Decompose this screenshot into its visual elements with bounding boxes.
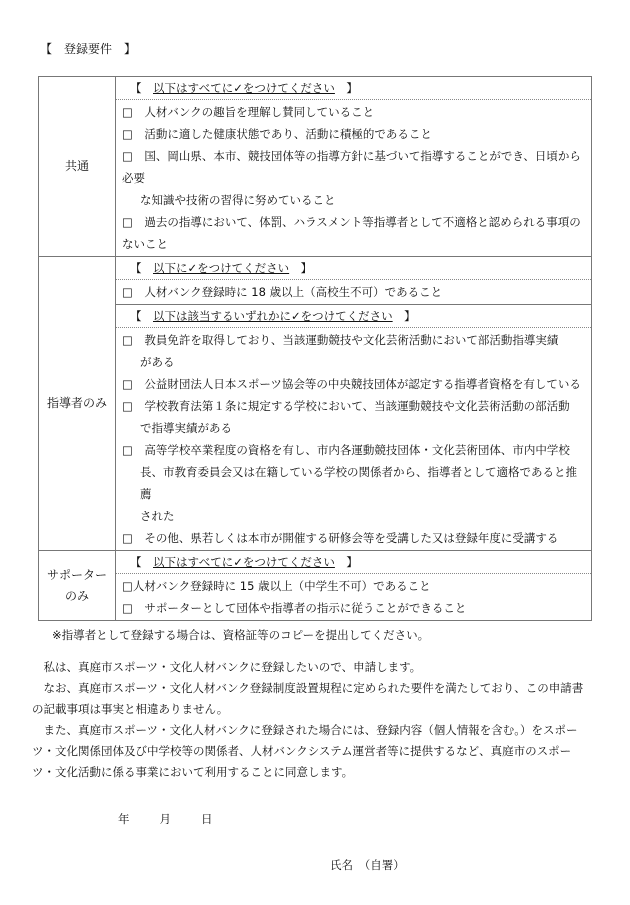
group-header-text: 以下は該当するいずれかに✓をつけてください (153, 309, 393, 323)
note: ※指導者として登録する場合は、資格証等のコピーを提出してください。 (52, 628, 430, 642)
group-header: 【 以下は該当するいずれかに✓をつけてください 】 (116, 304, 591, 328)
month-label: 月 (159, 812, 171, 826)
requirement-row (39, 551, 592, 621)
checkbox-item[interactable] (122, 597, 587, 619)
declaration-paragraph: なお、真庭市スポーツ・文化人材バンク登録制度設置規程に定められた要件を満たしており、この申請書の記載事項は事実と相違ありません。 (32, 681, 584, 716)
checkbox-item-text: □ サポーターとして団体や指導者の指示に従うことができること (122, 601, 467, 615)
checkbox-item-text: □人材バンク登録時に 15 歳以上（中学生不可）であること (122, 579, 431, 593)
checkbox-item[interactable] (122, 439, 587, 527)
checkbox-item-text: □ 学校教育法第１条に規定する学校において、当該運動競技や文化芸術活動の部活動 (122, 399, 570, 413)
checkbox-item-text: □ 過去の指導において、体罰、ハラスメント等指導者として不適格と認められる事項のないこと (122, 215, 581, 251)
checkbox-item-text: がある (140, 355, 175, 369)
declaration-paragraph: また、真庭市スポーツ・文化人材バンクに登録された場合には、登録内容（個人情報を含む。）をスポーツ・文化関係団体及び中学校等の関係者、人材バンクシステム運営者等に提供するなど、真庭市のスポーツ・文化活動に係る事業において利用することに同意します。 (32, 723, 578, 779)
checkbox-item-text: □ 高等学校卒業程度の資格を有し、市内各運動競技団体・文化芸術団体、市内中学校 (122, 443, 570, 457)
checkbox-item[interactable] (122, 395, 587, 439)
date-field[interactable] (118, 809, 592, 829)
requirements-table (38, 76, 592, 621)
category-label: 共通 (39, 77, 116, 257)
day-label: 日 (201, 812, 213, 826)
checkbox-item[interactable] (122, 373, 587, 395)
year-label: 年 (118, 812, 130, 826)
checkbox-item[interactable] (122, 329, 587, 373)
requirement-row (39, 257, 592, 551)
group-header-text: 以下に✓をつけてください (153, 261, 290, 275)
checkbox-item[interactable] (122, 123, 587, 145)
group-header-text: 以下はすべてに✓をつけてください (153, 555, 335, 569)
group-header: 【 以下に✓をつけてください 】 (116, 257, 591, 280)
category-label-line: サポーター (46, 567, 107, 582)
category-label-line: のみ (64, 588, 89, 603)
checkbox-item[interactable] (122, 527, 587, 549)
checkbox-item-text: □ 人材バンク登録時に 18 歳以上（高校生不可）であること (122, 285, 443, 299)
category-label: 指導者のみ (39, 257, 116, 551)
checkbox-item-text: □ その他、県若しくは本市が開催する研修会等を受講した又は登録年度に受講する (122, 531, 559, 545)
checkbox-item-text: な知識や技術の習得に努めていること (140, 193, 336, 207)
section-title: 【 登録要件 】 (40, 42, 137, 56)
checkbox-item[interactable] (122, 145, 587, 211)
checkbox-item-text: □ 教員免許を取得しており、当該運動競技や文化芸術活動において部活動指導実績 (122, 333, 559, 347)
checkbox-item-text: 長、市教育委員会又は在籍している学校の関係者から、指導者として適格であると推薦 (140, 465, 577, 501)
checkbox-item-text: された (140, 509, 175, 523)
requirement-cell (116, 257, 592, 551)
signature-field[interactable]: 氏名 （自署） (330, 858, 405, 872)
checkbox-item-text: □ 公益財団法人日本スポーツ協会等の中央競技団体が認定する指導者資格を有している (122, 377, 581, 391)
group-header-text: 以下はすべてに✓をつけてください (153, 81, 335, 95)
checkbox-item-text: □ 人材バンクの趣旨を理解し賛同していること (122, 105, 375, 119)
checkbox-item[interactable] (122, 211, 587, 255)
checkbox-item-text: □ 国、岡山県、本市、競技団体等の指導方針に基づいて指導することができ、日頃から必要 (122, 149, 581, 185)
declaration-paragraph: 私は、真庭市スポーツ・文化人材バンクに登録したいので、申請します。 (32, 660, 422, 674)
checkbox-item[interactable] (122, 101, 587, 123)
requirement-cell (116, 77, 592, 257)
requirement-cell (116, 551, 592, 621)
checkbox-item[interactable] (122, 281, 587, 303)
group-header: 【 以下はすべてに✓をつけてください 】 (116, 551, 591, 574)
checkbox-item-text: □ 活動に適した健康状態であり、活動に積極的であること (122, 127, 432, 141)
declaration (32, 657, 592, 783)
checkbox-item-text: で指導実績がある (140, 421, 232, 435)
category-label (39, 551, 116, 621)
checkbox-item[interactable] (122, 575, 587, 597)
requirement-row (39, 77, 592, 257)
group-header: 【 以下はすべてに✓をつけてください 】 (116, 77, 591, 100)
